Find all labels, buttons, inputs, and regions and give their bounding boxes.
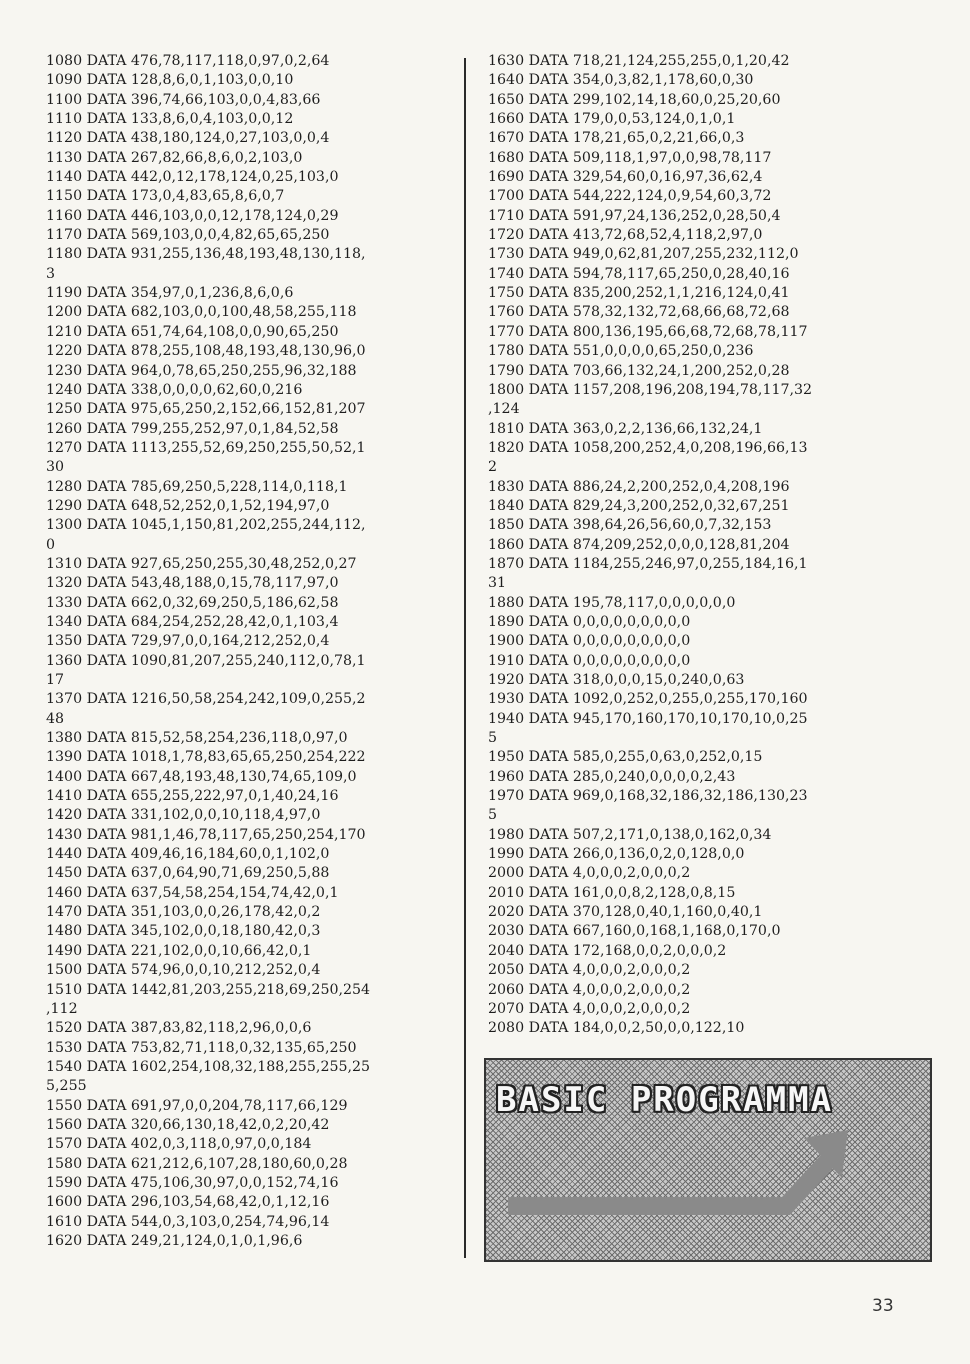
data-statement-line: 5,255 xyxy=(46,1078,87,1095)
data-statement-line: 1280 DATA 785,69,250,5,228,114,0,118,1 xyxy=(46,478,348,495)
data-statement-line: 2010 DATA 161,0,0,8,2,128,0,8,15 xyxy=(488,884,736,901)
data-statement-line: 1160 DATA 446,103,0,0,12,178,124,0,29 xyxy=(46,207,339,224)
banner-title: BASIC PROGRAMMA xyxy=(496,1080,834,1120)
page-number: 33 xyxy=(872,1296,894,1316)
basic-listing-left-column xyxy=(46,52,460,1251)
data-statement-line: 1120 DATA 438,180,124,0,27,103,0,0,4 xyxy=(46,130,330,147)
data-statement-line: 1430 DATA 981,1,46,78,117,65,250,254,170 xyxy=(46,826,366,843)
data-statement-line: 1080 DATA 476,78,117,118,0,97,0,2,64 xyxy=(46,53,330,69)
data-statement-line: 1520 DATA 387,83,82,118,2,96,0,0,6 xyxy=(46,1020,312,1037)
data-statement-line: 1750 DATA 835,200,252,1,1,216,124,0,41 xyxy=(488,285,790,302)
data-statement-line: 1670 DATA 178,21,65,0,2,21,66,0,3 xyxy=(488,130,745,147)
data-statement-line: 1380 DATA 815,52,58,254,236,118,0,97,0 xyxy=(46,730,348,747)
data-statement-line: 1890 DATA 0,0,0,0,0,0,0,0,0 xyxy=(488,613,691,630)
data-statement-line: 1540 DATA 1602,254,108,32,188,255,255,25 xyxy=(46,1058,371,1075)
data-statement-line: 1490 DATA 221,102,0,0,10,66,42,0,1 xyxy=(46,942,312,959)
data-statement-line: 2000 DATA 4,0,0,0,2,0,0,0,2 xyxy=(488,865,691,882)
data-statement-line: 1910 DATA 0,0,0,0,0,0,0,0,0 xyxy=(488,652,691,669)
data-statement-line: 1170 DATA 569,103,0,0,4,82,65,65,250 xyxy=(46,227,330,244)
data-statement-line: 2020 DATA 370,128,0,40,1,160,0,40,1 xyxy=(488,904,763,921)
data-statement-line: 1230 DATA 964,0,78,65,250,255,96,32,188 xyxy=(46,362,357,379)
basic-listing-right-column xyxy=(488,52,900,1039)
data-statement-line: 1680 DATA 509,118,1,97,0,0,98,78,117 xyxy=(488,149,772,166)
data-statement-line: 1110 DATA 133,8,6,0,4,103,0,0,12 xyxy=(46,111,294,128)
data-statement-line: 1330 DATA 662,0,32,69,250,5,186,62,58 xyxy=(46,594,339,611)
data-statement-line: 1860 DATA 874,209,252,0,0,0,128,81,204 xyxy=(488,536,790,553)
data-statement-line: 1500 DATA 574,96,0,0,10,212,252,0,4 xyxy=(46,962,321,979)
data-statement-line: 48 xyxy=(46,710,65,727)
data-statement-line: 1960 DATA 285,0,240,0,0,0,0,2,43 xyxy=(488,768,736,785)
data-statement-line: 1690 DATA 329,54,60,0,16,97,36,62,4 xyxy=(488,169,763,186)
data-statement-line: 1600 DATA 296,103,54,68,42,0,1,12,16 xyxy=(46,1194,330,1211)
arrow-shaft xyxy=(508,1156,832,1206)
data-statement-line: 3 xyxy=(46,265,56,282)
data-statement-line: 1240 DATA 338,0,0,0,0,62,60,0,216 xyxy=(46,381,303,398)
data-statement-line: 1640 DATA 354,0,3,82,1,178,60,0,30 xyxy=(488,72,754,89)
data-statement-line: 1590 DATA 475,106,30,97,0,0,152,74,16 xyxy=(46,1174,339,1191)
data-statement-line: 1360 DATA 1090,81,207,255,240,112,0,78,1 xyxy=(46,652,366,669)
data-statement-line: 1270 DATA 1113,255,52,69,250,255,50,52,1 xyxy=(46,439,366,456)
data-statement-line: 1610 DATA 544,0,3,103,0,254,74,96,14 xyxy=(46,1213,330,1230)
data-statement-line: 2050 DATA 4,0,0,0,2,0,0,0,2 xyxy=(488,962,691,979)
data-statement-line: 5 xyxy=(488,807,498,824)
data-statement-line: 1990 DATA 266,0,136,0,2,0,128,0,0 xyxy=(488,846,745,863)
data-statement-line: 1630 DATA 718,21,124,255,255,0,1,20,42 xyxy=(488,53,790,69)
data-statement-line: 1580 DATA 621,212,6,107,28,180,60,0,28 xyxy=(46,1155,348,1172)
data-statement-line: 31 xyxy=(488,575,507,592)
data-statement-line: 1370 DATA 1216,50,58,254,242,109,0,255,2 xyxy=(46,691,366,708)
data-statement-line: 1410 DATA 655,255,222,97,0,1,40,24,16 xyxy=(46,788,339,805)
data-statement-line: 1720 DATA 413,72,68,52,4,118,2,97,0 xyxy=(488,227,763,244)
data-statement-line: 1840 DATA 829,24,3,200,252,0,32,67,251 xyxy=(488,497,790,514)
data-statement-line: 1730 DATA 949,0,62,81,207,255,232,112,0 xyxy=(488,246,799,263)
data-statement-line: 1310 DATA 927,65,250,255,30,48,252,0,27 xyxy=(46,555,357,572)
data-statement-line: 1220 DATA 878,255,108,48,193,48,130,96,0 xyxy=(46,343,366,360)
data-statement-line: 1250 DATA 975,65,250,2,152,66,152,81,207 xyxy=(46,401,366,418)
data-statement-line: 1940 DATA 945,170,160,170,10,170,10,0,25 xyxy=(488,710,808,727)
data-statement-line: 1200 DATA 682,103,0,0,100,48,58,255,118 xyxy=(46,304,357,321)
data-statement-line: 1550 DATA 691,97,0,0,204,78,117,66,129 xyxy=(46,1097,348,1114)
data-statement-line: 2070 DATA 4,0,0,0,2,0,0,0,2 xyxy=(488,1000,691,1017)
data-statement-line: 1710 DATA 591,97,24,136,252,0,28,50,4 xyxy=(488,207,781,224)
data-statement-line: 1980 DATA 507,2,171,0,138,0,162,0,34 xyxy=(488,826,772,843)
data-statement-line: 5 xyxy=(488,730,498,747)
data-statement-line: 2060 DATA 4,0,0,0,2,0,0,0,2 xyxy=(488,981,691,998)
data-statement-line: ,112 xyxy=(46,1000,78,1017)
basic-programma-banner xyxy=(484,1058,932,1262)
data-statement-line: 1090 DATA 128,8,6,0,1,103,0,0,10 xyxy=(46,72,294,89)
data-statement-line: 1790 DATA 703,66,132,24,1,200,252,0,28 xyxy=(488,362,790,379)
data-statement-line: 17 xyxy=(46,672,65,688)
column-divider xyxy=(464,58,466,1258)
data-statement-line: 1700 DATA 544,222,124,0,9,54,60,3,72 xyxy=(488,188,772,205)
data-statement-line: 1510 DATA 1442,81,203,255,218,69,250,254 xyxy=(46,981,371,998)
data-statement-line: 1290 DATA 648,52,252,0,1,52,194,97,0 xyxy=(46,497,330,514)
data-statement-line: 1300 DATA 1045,1,150,81,202,255,244,112, xyxy=(46,517,366,534)
data-statement-line: 30 xyxy=(46,459,65,476)
data-statement-line: 1830 DATA 886,24,2,200,252,0,4,208,196 xyxy=(488,478,790,495)
data-statement-line: 1770 DATA 800,136,195,66,68,72,68,78,117 xyxy=(488,323,808,340)
data-statement-line: 1820 DATA 1058,200,252,4,0,208,196,66,13 xyxy=(488,439,808,456)
data-statement-line: 1210 DATA 651,74,64,108,0,0,90,65,250 xyxy=(46,323,339,340)
data-statement-line: 1530 DATA 753,82,71,118,0,32,135,65,250 xyxy=(46,1039,357,1056)
data-statement-line: 1800 DATA 1157,208,196,208,194,78,117,32 xyxy=(488,381,813,398)
data-statement-line: 2080 DATA 184,0,0,2,50,0,0,122,10 xyxy=(488,1020,745,1037)
data-statement-line: 1760 DATA 578,32,132,72,68,66,68,72,68 xyxy=(488,304,790,321)
data-statement-line: 1880 DATA 195,78,117,0,0,0,0,0,0 xyxy=(488,594,736,611)
data-statement-line: 1480 DATA 345,102,0,0,18,180,42,0,3 xyxy=(46,923,321,940)
data-statement-line: 1920 DATA 318,0,0,0,15,0,240,0,63 xyxy=(488,672,745,688)
data-statement-line: 1650 DATA 299,102,14,18,60,0,25,20,60 xyxy=(488,91,781,108)
data-statement-line: 1350 DATA 729,97,0,0,164,212,252,0,4 xyxy=(46,633,330,650)
data-statement-line: 1440 DATA 409,46,16,184,60,0,1,102,0 xyxy=(46,846,330,863)
data-statement-line: 2030 DATA 667,160,0,168,1,168,0,170,0 xyxy=(488,923,781,940)
data-statement-line: 1810 DATA 363,0,2,2,136,66,132,24,1 xyxy=(488,420,763,437)
arrow-right-icon xyxy=(486,1060,930,1260)
data-statement-line: 1900 DATA 0,0,0,0,0,0,0,0,0 xyxy=(488,633,691,650)
data-statement-line: 1460 DATA 637,54,58,254,154,74,42,0,1 xyxy=(46,884,339,901)
data-statement-line: 1620 DATA 249,21,124,0,1,0,1,96,6 xyxy=(46,1232,303,1249)
data-statement-line: 1570 DATA 402,0,3,118,0,97,0,0,184 xyxy=(46,1136,312,1153)
data-statement-line: 1660 DATA 179,0,0,53,124,0,1,0,1 xyxy=(488,111,736,128)
data-statement-line: 2040 DATA 172,168,0,0,2,0,0,0,2 xyxy=(488,942,727,959)
data-statement-line: 1340 DATA 684,254,252,28,42,0,1,103,4 xyxy=(46,613,339,630)
data-statement-line: ,124 xyxy=(488,401,520,418)
data-statement-line: 1450 DATA 637,0,64,90,71,69,250,5,88 xyxy=(46,865,330,882)
data-statement-line: 1190 DATA 354,97,0,1,236,8,6,0,6 xyxy=(46,285,294,302)
data-statement-line: 1320 DATA 543,48,188,0,15,78,117,97,0 xyxy=(46,575,339,592)
data-statement-line: 1140 DATA 442,0,12,178,124,0,25,103,0 xyxy=(46,169,339,186)
data-statement-line: 1970 DATA 969,0,168,32,186,32,186,130,23 xyxy=(488,788,808,805)
data-statement-line: 0 xyxy=(46,536,56,553)
data-statement-line: 1180 DATA 931,255,136,48,193,48,130,118, xyxy=(46,246,366,263)
data-statement-line: 1260 DATA 799,255,252,97,0,1,84,52,58 xyxy=(46,420,339,437)
data-statement-line: 1470 DATA 351,103,0,0,26,178,42,0,2 xyxy=(46,904,321,921)
data-statement-line: 1780 DATA 551,0,0,0,0,65,250,0,236 xyxy=(488,343,754,360)
data-statement-line: 1950 DATA 585,0,255,0,63,0,252,0,15 xyxy=(488,749,763,766)
data-statement-line: 1850 DATA 398,64,26,56,60,0,7,32,153 xyxy=(488,517,772,534)
data-statement-line: 1560 DATA 320,66,130,18,42,0,2,20,42 xyxy=(46,1116,330,1133)
data-statement-line: 1100 DATA 396,74,66,103,0,0,4,83,66 xyxy=(46,91,321,108)
data-statement-line: 1870 DATA 1184,255,246,97,0,255,184,16,1 xyxy=(488,555,808,572)
data-statement-line: 2 xyxy=(488,459,498,476)
data-statement-line: 1740 DATA 594,78,117,65,250,0,28,40,16 xyxy=(488,265,790,282)
data-statement-line: 1930 DATA 1092,0,252,0,255,0,255,170,160 xyxy=(488,691,808,708)
data-statement-line: 1400 DATA 667,48,193,48,130,74,65,109,0 xyxy=(46,768,357,785)
data-statement-line: 1420 DATA 331,102,0,0,10,118,4,97,0 xyxy=(46,807,321,824)
data-statement-line: 1390 DATA 1018,1,78,83,65,65,250,254,222 xyxy=(46,749,366,766)
data-statement-line: 1150 DATA 173,0,4,83,65,8,6,0,7 xyxy=(46,188,285,205)
data-statement-line: 1130 DATA 267,82,66,8,6,0,2,103,0 xyxy=(46,149,303,166)
